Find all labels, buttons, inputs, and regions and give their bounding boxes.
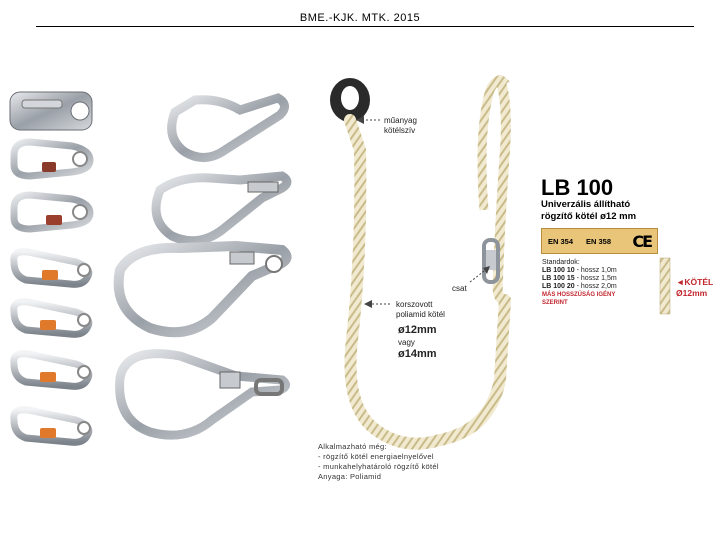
lanyard-diagram — [330, 78, 506, 444]
usage-line-2: - rögzítő kötél energiaelnyelővel — [318, 452, 434, 461]
carabiner-column-left — [10, 92, 92, 442]
standards-title: Standardok: — [542, 259, 580, 266]
thimble-label-1: műanyag — [384, 116, 417, 125]
standard-length: - hossz 1,5m — [576, 275, 617, 282]
product-subtitle — [541, 199, 671, 223]
rope-diameter-label — [676, 277, 713, 299]
norms-box — [541, 228, 658, 254]
diameter-or: vagy — [398, 338, 415, 347]
scaffold-hook-column — [119, 98, 287, 435]
diameter-12: ø12mm — [398, 324, 437, 336]
buckle-label: csat — [452, 284, 467, 293]
scaffold-hook-1 — [172, 98, 285, 158]
custom-length-note-2: SZERINT — [542, 300, 568, 306]
product-subtitle-2: rögzítő kötél ø12 mm — [541, 211, 637, 222]
standard-code: LB 100 20 — [542, 283, 575, 290]
usage-line-3: - munkahelyhatároló rögzítő kötél — [318, 462, 439, 471]
norm-en358: EN 358 — [586, 237, 612, 246]
carabiner-6 — [14, 354, 90, 387]
ce-mark-icon: CE — [632, 232, 651, 251]
standard-row — [542, 275, 672, 283]
product-name: LB 100 — [541, 175, 614, 200]
page-header-title: BME.-KJK. MTK. 2015 — [299, 12, 421, 24]
carabiner-5 — [14, 302, 90, 335]
standard-code: LB 100 10 — [542, 267, 575, 274]
rope-label-diameter: Ø12mm — [676, 288, 708, 298]
carabiner-7 — [14, 410, 90, 443]
usage-text-block — [318, 442, 439, 482]
rope-label-title: ◄KÖTÉL — [676, 277, 714, 287]
standards-list — [542, 259, 672, 307]
norm-en354: EN 354 — [548, 237, 574, 246]
standard-row — [542, 283, 672, 291]
snap-hook-1 — [10, 92, 92, 130]
carabiner-2 — [14, 142, 90, 176]
carabiner-4 — [14, 252, 90, 285]
standard-length: - hossz 1,0m — [576, 267, 617, 274]
rope-label-1: korszovott — [396, 300, 433, 309]
thimble-label-2: kötélszív — [384, 126, 416, 135]
usage-line-4: Anyaga: Poliamid — [318, 472, 382, 481]
scaffold-hook-2 — [156, 176, 287, 241]
usage-line-1: Alkalmazható még: — [318, 442, 387, 451]
standard-code: LB 100 15 — [542, 275, 575, 282]
diameter-14: ø14mm — [398, 348, 437, 360]
custom-length-note-1: MÁS HOSSZÚSÁG IGÉNY — [542, 292, 616, 298]
standard-row — [542, 267, 672, 275]
product-subtitle-1: Univerzális állítható — [541, 199, 631, 210]
carabiner-3 — [14, 195, 90, 229]
rope-label-2: poliamid kötél — [396, 310, 445, 319]
standard-length: - hossz 2,0m — [576, 283, 617, 290]
scaffold-hook-3 — [119, 246, 287, 332]
scaffold-hook-4 — [120, 354, 286, 436]
